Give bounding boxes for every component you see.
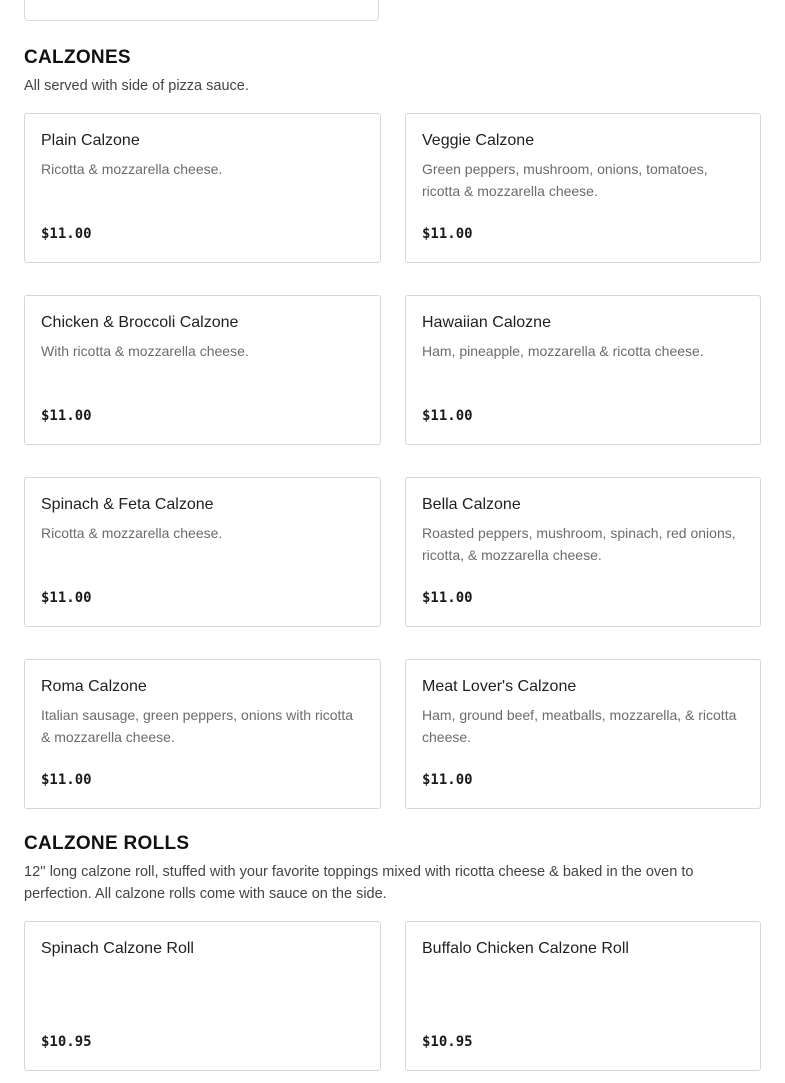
menu-item-card-meat-lovers-calzone[interactable] [405, 659, 761, 809]
item-name: Roma Calzone [41, 678, 147, 695]
menu-item-card-partial[interactable] [24, 0, 379, 21]
item-description: Ricotta & mozzarella cheese. [41, 161, 223, 177]
item-name: Veggie Calzone [422, 132, 535, 149]
item-name: Meat Lover's Calzone [422, 678, 577, 695]
menu-item-card-plain-calzone[interactable] [24, 113, 381, 263]
item-price: $11.00 [41, 408, 92, 424]
menu-item-card-buffalo-chicken-calzone-roll[interactable] [405, 921, 761, 1071]
menu-item-card-spinach-feta-calzone[interactable] [24, 477, 381, 627]
item-name: Plain Calzone [41, 132, 140, 149]
item-price: $11.00 [41, 226, 92, 242]
item-name: Chicken & Broccoli Calzone [41, 314, 239, 331]
menu-item-card-chicken-broccoli-calzone[interactable] [24, 295, 381, 445]
item-name: Bella Calzone [422, 496, 521, 513]
item-description: Ham, ground beef, meatballs, mozzarella, & ricotta cheese. [422, 707, 737, 745]
item-description: Ham, pineapple, mozzarella & ricotta cheese. [422, 343, 704, 359]
menu-item-card-hawaiian-calzone[interactable] [405, 295, 761, 445]
item-name: Buffalo Chicken Calzone Roll [422, 940, 629, 957]
item-price: $11.00 [41, 772, 92, 788]
menu-item-card-spinach-calzone-roll[interactable] [24, 921, 381, 1071]
item-description: Ricotta & mozzarella cheese. [41, 525, 223, 541]
item-description: Roasted peppers, mushroom, spinach, red onions, ricotta, & mozzarella cheese. [422, 525, 736, 563]
item-name: Spinach & Feta Calzone [41, 496, 214, 513]
item-price: $11.00 [422, 590, 473, 606]
item-description: With ricotta & mozzarella cheese. [41, 343, 249, 359]
item-description: Italian sausage, green peppers, onions with ricotta & mozzarella cheese. [41, 707, 354, 745]
item-price: $11.00 [422, 408, 473, 424]
item-price: $11.00 [422, 772, 473, 788]
item-price: $10.95 [422, 1034, 473, 1050]
section-title-calzones: CALZONES [24, 47, 131, 68]
menu-item-card-roma-calzone[interactable] [24, 659, 381, 809]
item-price: $10.95 [41, 1034, 92, 1050]
section-description-calzones: All served with side of pizza sauce. [24, 78, 249, 94]
item-price: $11.00 [422, 226, 473, 242]
item-name: Hawaiian Calozne [422, 314, 551, 331]
menu-item-card-veggie-calzone[interactable] [405, 113, 761, 263]
section-description-calzone-rolls: 12'' long calzone roll, stuffed with your favorite toppings mixed with ricotta cheese & baked in the oven to perfection. All calzone rolls come with sauce on the side. [24, 864, 694, 902]
section-title-calzone-rolls: CALZONE ROLLS [24, 833, 190, 854]
item-name: Spinach Calzone Roll [41, 940, 194, 957]
item-price: $11.00 [41, 590, 92, 606]
menu-item-card-bella-calzone[interactable] [405, 477, 761, 627]
item-description: Green peppers, mushroom, onions, tomatoes, ricotta & mozzarella cheese. [422, 161, 708, 199]
